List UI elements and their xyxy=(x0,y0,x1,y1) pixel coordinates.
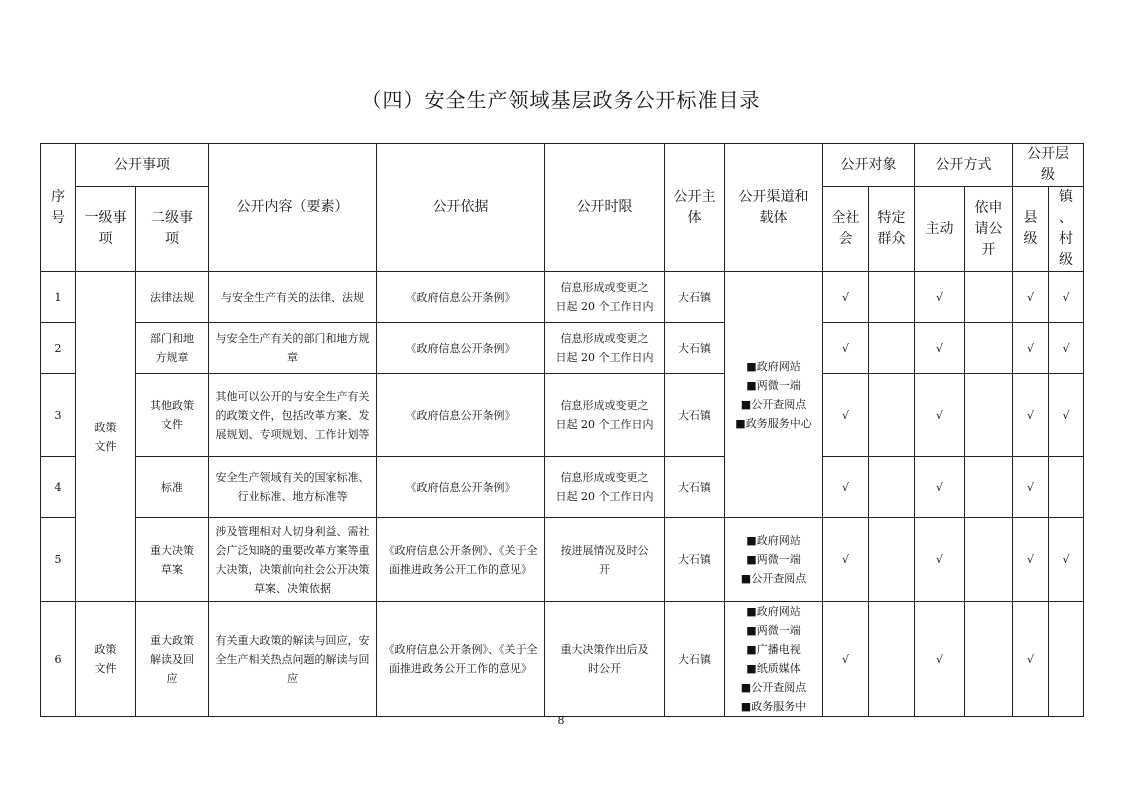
cell-level-town: √ xyxy=(1049,272,1084,323)
header-level-group: 公开层 级 xyxy=(1013,144,1084,187)
table-row xyxy=(41,374,1084,457)
header-level2: 二级事 项 xyxy=(136,187,209,272)
cell-channels: ■政府网站 ■两微一端 ■公开查阅点 ■政务服务中心 xyxy=(725,272,823,518)
cell-level2: 重大决策 草案 xyxy=(136,518,209,602)
cell-audience-specific xyxy=(869,518,915,602)
header-level-county: 县 级 xyxy=(1013,187,1049,272)
table-row xyxy=(41,518,1084,602)
header-method-active: 主动 xyxy=(915,187,965,272)
cell-subject: 大石镇 xyxy=(665,374,725,457)
cell-level2: 法律法规 xyxy=(136,272,209,323)
cell-subject: 大石镇 xyxy=(665,518,725,602)
cell-content: 与安全生产有关的部门和地方规章 xyxy=(209,323,377,374)
cell-method-active: √ xyxy=(915,602,965,717)
cell-level-county: √ xyxy=(1013,323,1049,374)
cell-subject: 大石镇 xyxy=(665,323,725,374)
cell-method-request xyxy=(965,374,1013,457)
cell-level-town: √ xyxy=(1049,518,1084,602)
cell-time: 信息形成或变更之 日起 20 个工作日内 xyxy=(545,272,665,323)
disclosure-catalog-table xyxy=(40,143,1084,717)
cell-method-active: √ xyxy=(915,374,965,457)
cell-level-town xyxy=(1049,602,1084,717)
cell-method-active: √ xyxy=(915,457,965,518)
cell-method-active: √ xyxy=(915,323,965,374)
cell-audience-specific xyxy=(869,374,915,457)
cell-audience-all: √ xyxy=(823,602,869,717)
cell-audience-specific xyxy=(869,602,915,717)
cell-basis: 《政府信息公开条例》 xyxy=(377,374,545,457)
cell-audience-all: √ xyxy=(823,518,869,602)
cell-audience-specific xyxy=(869,457,915,518)
cell-level2: 部门和地 方规章 xyxy=(136,323,209,374)
cell-seq: 2 xyxy=(41,323,76,374)
cell-level2: 标准 xyxy=(136,457,209,518)
cell-content: 其他可以公开的与安全生产有关的政策文件，包括改革方案、发展规划、专项规划、工作计划等 xyxy=(209,374,377,457)
cell-basis: 《政府信息公开条例》 xyxy=(377,323,545,374)
cell-time: 重大决策作出后及 时公开 xyxy=(545,602,665,717)
cell-level2: 其他政策 文件 xyxy=(136,374,209,457)
cell-seq: 5 xyxy=(41,518,76,602)
cell-level-county: √ xyxy=(1013,518,1049,602)
cell-level-county: √ xyxy=(1013,457,1049,518)
cell-seq: 4 xyxy=(41,457,76,518)
cell-channels: ■政府网站 ■两微一端 ■公开查阅点 xyxy=(725,518,823,602)
cell-level1: 政策 文件 xyxy=(76,602,136,717)
cell-seq: 6 xyxy=(41,602,76,717)
header-method-group: 公开方式 xyxy=(915,144,1013,187)
cell-time: 按进展情况及时公 开 xyxy=(545,518,665,602)
header-content: 公开内容（要素） xyxy=(209,144,377,272)
page-number: 8 xyxy=(557,714,565,727)
cell-level-county: √ xyxy=(1013,374,1049,457)
cell-method-request xyxy=(965,323,1013,374)
cell-content: 有关重大政策的解读与回应，安全生产相关热点问题的解读与回应 xyxy=(209,602,377,717)
cell-content: 与安全生产有关的法律、法规 xyxy=(209,272,377,323)
cell-method-request xyxy=(965,272,1013,323)
header-seq: 序 号 xyxy=(41,144,76,272)
table-row xyxy=(41,323,1084,374)
table-row xyxy=(41,602,1084,717)
cell-basis: 《政府信息公开条例》、《关于全面推进政务公开工作的意见》 xyxy=(377,602,545,717)
header-items-group: 公开事项 xyxy=(76,144,209,187)
cell-level-town xyxy=(1049,457,1084,518)
cell-subject: 大石镇 xyxy=(665,272,725,323)
cell-time: 信息形成或变更之 日起 20 个工作日内 xyxy=(545,323,665,374)
cell-level-town: √ xyxy=(1049,323,1084,374)
header-level-town: 镇 、 村 级 xyxy=(1049,187,1084,272)
cell-content: 涉及管理相对人切身利益、需社会广泛知晓的重要改革方案等重大决策，决策前向社会公开决策草案、决策依据 xyxy=(209,518,377,602)
cell-level-town: √ xyxy=(1049,374,1084,457)
header-row-1 xyxy=(41,144,1084,187)
cell-method-active: √ xyxy=(915,272,965,323)
cell-subject: 大石镇 xyxy=(665,602,725,717)
cell-method-active: √ xyxy=(915,518,965,602)
header-level1: 一级事 项 xyxy=(76,187,136,272)
cell-audience-all: √ xyxy=(823,457,869,518)
cell-time: 信息形成或变更之 日起 20 个工作日内 xyxy=(545,374,665,457)
header-basis: 公开依据 xyxy=(377,144,545,272)
cell-time: 信息形成或变更之 日起 20 个工作日内 xyxy=(545,457,665,518)
header-subject: 公开主 体 xyxy=(665,144,725,272)
cell-basis: 《政府信息公开条例》 xyxy=(377,457,545,518)
cell-audience-all: √ xyxy=(823,323,869,374)
cell-method-request xyxy=(965,457,1013,518)
cell-content: 安全生产领域有关的国家标准、行业标准、地方标准等 xyxy=(209,457,377,518)
cell-basis: 《政府信息公开条例》 xyxy=(377,272,545,323)
header-audience-specific: 特定 群众 xyxy=(869,187,915,272)
cell-channels: ■政府网站 ■两微一端 ■广播电视 ■纸质媒体 ■公开查阅点 ■政务服务中 xyxy=(725,602,823,717)
cell-level1: 政策 文件 xyxy=(76,272,136,602)
cell-basis: 《政府信息公开条例》、《关于全面推进政务公开工作的意见》 xyxy=(377,518,545,602)
cell-seq: 3 xyxy=(41,374,76,457)
table-row xyxy=(41,272,1084,323)
cell-subject: 大石镇 xyxy=(665,457,725,518)
cell-level-county: √ xyxy=(1013,602,1049,717)
cell-method-request xyxy=(965,602,1013,717)
cell-audience-all: √ xyxy=(823,374,869,457)
header-audience-group: 公开对象 xyxy=(823,144,915,187)
header-audience-all: 全社 会 xyxy=(823,187,869,272)
page-title: （四）安全生产领域基层政务公开标准目录 xyxy=(361,88,761,112)
cell-audience-all: √ xyxy=(823,272,869,323)
cell-audience-specific xyxy=(869,323,915,374)
cell-seq: 1 xyxy=(41,272,76,323)
cell-method-request xyxy=(965,518,1013,602)
header-method-request: 依申 请公 开 xyxy=(965,187,1013,272)
cell-level-county: √ xyxy=(1013,272,1049,323)
table-row xyxy=(41,457,1084,518)
cell-level2: 重大政策 解读及回 应 xyxy=(136,602,209,717)
header-channel: 公开渠道和 载体 xyxy=(725,144,823,272)
cell-audience-specific xyxy=(869,272,915,323)
header-time-limit: 公开时限 xyxy=(545,144,665,272)
